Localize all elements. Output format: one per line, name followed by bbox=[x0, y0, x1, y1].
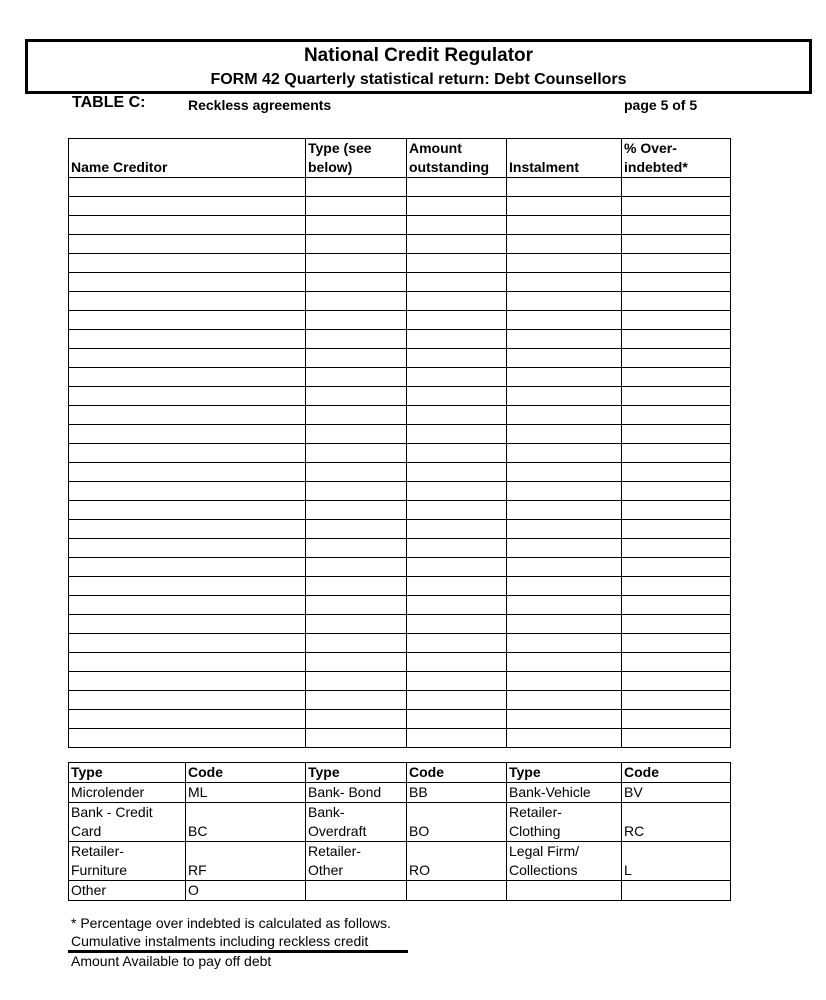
type-cell[interactable] bbox=[306, 235, 407, 254]
type-cell[interactable] bbox=[306, 634, 407, 653]
type-cell: Retailer- Furniture bbox=[69, 842, 186, 881]
name-creditor-cell[interactable] bbox=[69, 501, 306, 520]
type-cell: Other bbox=[69, 881, 186, 901]
instalment-cell[interactable] bbox=[507, 691, 622, 710]
amount-outstanding-cell[interactable] bbox=[407, 273, 507, 292]
over-indebted-cell[interactable] bbox=[622, 482, 731, 501]
name-creditor-cell[interactable] bbox=[69, 710, 306, 729]
instalment-cell[interactable] bbox=[507, 197, 622, 216]
type-cell[interactable] bbox=[306, 672, 407, 691]
column-header-instalment: Instalment bbox=[507, 139, 622, 178]
over-indebted-cell[interactable] bbox=[622, 444, 731, 463]
name-creditor-cell[interactable] bbox=[69, 387, 306, 406]
name-creditor-cell[interactable] bbox=[69, 425, 306, 444]
type-cell: Retailer- Clothing bbox=[507, 803, 622, 842]
instalment-cell[interactable] bbox=[507, 615, 622, 634]
over-indebted-cell[interactable] bbox=[622, 672, 731, 691]
name-creditor-cell[interactable] bbox=[69, 672, 306, 691]
amount-outstanding-cell[interactable] bbox=[407, 368, 507, 387]
name-creditor-cell[interactable] bbox=[69, 653, 306, 672]
footnote-numerator: Cumulative instalments including reckless credit bbox=[71, 933, 369, 949]
name-creditor-cell[interactable] bbox=[69, 311, 306, 330]
type-cell[interactable] bbox=[306, 596, 407, 615]
entry-row bbox=[69, 330, 731, 349]
over-indebted-cell[interactable] bbox=[622, 691, 731, 710]
type-cell[interactable] bbox=[306, 577, 407, 596]
type-cell: Legal Firm/ Collections bbox=[507, 842, 622, 881]
amount-outstanding-cell[interactable] bbox=[407, 349, 507, 368]
amount-outstanding-cell[interactable] bbox=[407, 463, 507, 482]
page-number: page 5 of 5 bbox=[624, 97, 698, 113]
name-creditor-cell[interactable] bbox=[69, 254, 306, 273]
name-creditor-cell[interactable] bbox=[69, 444, 306, 463]
type-cell[interactable] bbox=[306, 501, 407, 520]
entry-row bbox=[69, 729, 731, 748]
entry-row bbox=[69, 691, 731, 710]
over-indebted-cell[interactable] bbox=[622, 539, 731, 558]
table-label: TABLE C: bbox=[72, 94, 146, 111]
over-indebted-cell[interactable] bbox=[622, 653, 731, 672]
type-cell[interactable] bbox=[306, 444, 407, 463]
instalment-cell[interactable] bbox=[507, 216, 622, 235]
instalment-cell[interactable] bbox=[507, 463, 622, 482]
amount-outstanding-cell[interactable] bbox=[407, 501, 507, 520]
name-creditor-cell[interactable] bbox=[69, 406, 306, 425]
type-cell bbox=[507, 881, 622, 901]
instalment-cell[interactable] bbox=[507, 501, 622, 520]
type-cell[interactable] bbox=[306, 729, 407, 748]
code-cell: BC bbox=[186, 803, 306, 842]
instalment-cell[interactable] bbox=[507, 710, 622, 729]
code-cell: L bbox=[622, 842, 731, 881]
code-header: Code bbox=[186, 763, 306, 783]
column-header-amount-outstanding: Amount outstanding bbox=[407, 139, 507, 178]
header-subtitle: FORM 42 Quarterly statistical return: Debt Counsellors bbox=[210, 71, 627, 88]
over-indebted-cell[interactable] bbox=[622, 463, 731, 482]
amount-outstanding-cell[interactable] bbox=[407, 577, 507, 596]
entry-row bbox=[69, 710, 731, 729]
code-cell: O bbox=[186, 881, 306, 901]
over-indebted-cell[interactable] bbox=[622, 254, 731, 273]
type-cell: Bank - Credit Card bbox=[69, 803, 186, 842]
footnote-denominator: Amount Available to pay off debt bbox=[71, 953, 272, 969]
type-cell[interactable] bbox=[306, 406, 407, 425]
type-cell[interactable] bbox=[306, 216, 407, 235]
over-indebted-cell[interactable] bbox=[622, 577, 731, 596]
entry-row bbox=[69, 425, 731, 444]
amount-outstanding-cell[interactable] bbox=[407, 311, 507, 330]
name-creditor-cell[interactable] bbox=[69, 596, 306, 615]
instalment-cell[interactable] bbox=[507, 178, 622, 197]
code-cell: ML bbox=[186, 783, 306, 803]
entry-row bbox=[69, 653, 731, 672]
over-indebted-cell[interactable] bbox=[622, 349, 731, 368]
type-cell bbox=[306, 881, 407, 901]
over-indebted-cell[interactable] bbox=[622, 197, 731, 216]
entry-row bbox=[69, 482, 731, 501]
amount-outstanding-cell[interactable] bbox=[407, 558, 507, 577]
entry-row bbox=[69, 216, 731, 235]
type-table-row bbox=[69, 842, 731, 881]
name-creditor-cell[interactable] bbox=[69, 330, 306, 349]
instalment-cell[interactable] bbox=[507, 349, 622, 368]
over-indebted-cell[interactable] bbox=[622, 178, 731, 197]
type-table-row bbox=[69, 803, 731, 842]
instalment-cell[interactable] bbox=[507, 387, 622, 406]
amount-outstanding-cell[interactable] bbox=[407, 634, 507, 653]
name-creditor-cell[interactable] bbox=[69, 520, 306, 539]
instalment-cell[interactable] bbox=[507, 596, 622, 615]
name-creditor-cell[interactable] bbox=[69, 235, 306, 254]
amount-outstanding-cell[interactable] bbox=[407, 216, 507, 235]
entry-row bbox=[69, 558, 731, 577]
table-name: Reckless agreements bbox=[188, 97, 332, 113]
entry-row bbox=[69, 463, 731, 482]
type-cell: Retailer- Other bbox=[306, 842, 407, 881]
amount-outstanding-cell[interactable] bbox=[407, 653, 507, 672]
amount-outstanding-cell[interactable] bbox=[407, 520, 507, 539]
type-table-row bbox=[69, 881, 731, 901]
amount-outstanding-cell[interactable] bbox=[407, 254, 507, 273]
reckless-agreements-table bbox=[68, 138, 731, 748]
type-cell[interactable] bbox=[306, 311, 407, 330]
footnote-text: * Percentage over indebted is calculated as follows. bbox=[71, 915, 391, 931]
code-header: Code bbox=[622, 763, 731, 783]
over-indebted-cell[interactable] bbox=[622, 387, 731, 406]
amount-outstanding-cell[interactable] bbox=[407, 178, 507, 197]
type-cell[interactable] bbox=[306, 387, 407, 406]
type-header: Type bbox=[306, 763, 407, 783]
name-creditor-cell[interactable] bbox=[69, 634, 306, 653]
name-creditor-cell[interactable] bbox=[69, 463, 306, 482]
over-indebted-cell[interactable] bbox=[622, 425, 731, 444]
type-table-row bbox=[69, 783, 731, 803]
code-cell: RC bbox=[622, 803, 731, 842]
entry-row bbox=[69, 368, 731, 387]
instalment-cell[interactable] bbox=[507, 634, 622, 653]
amount-outstanding-cell[interactable] bbox=[407, 235, 507, 254]
name-creditor-cell[interactable] bbox=[69, 368, 306, 387]
code-cell: BO bbox=[407, 803, 507, 842]
amount-outstanding-cell[interactable] bbox=[407, 615, 507, 634]
header-title: National Credit Regulator bbox=[303, 45, 534, 66]
type-cell[interactable] bbox=[306, 482, 407, 501]
type-cell[interactable] bbox=[306, 254, 407, 273]
name-creditor-cell[interactable] bbox=[69, 691, 306, 710]
type-header: Type bbox=[507, 763, 622, 783]
instalment-cell[interactable] bbox=[507, 520, 622, 539]
name-creditor-cell[interactable] bbox=[69, 178, 306, 197]
instalment-cell[interactable] bbox=[507, 482, 622, 501]
amount-outstanding-cell[interactable] bbox=[407, 672, 507, 691]
name-creditor-cell[interactable] bbox=[69, 729, 306, 748]
type-cell[interactable] bbox=[306, 178, 407, 197]
instalment-cell[interactable] bbox=[507, 425, 622, 444]
entry-row bbox=[69, 197, 731, 216]
over-indebted-cell[interactable] bbox=[622, 311, 731, 330]
over-indebted-cell[interactable] bbox=[622, 634, 731, 653]
over-indebted-cell[interactable] bbox=[622, 520, 731, 539]
entry-row bbox=[69, 254, 731, 273]
amount-outstanding-cell[interactable] bbox=[407, 387, 507, 406]
entry-row bbox=[69, 577, 731, 596]
type-cell[interactable] bbox=[306, 558, 407, 577]
code-cell bbox=[407, 881, 507, 901]
entry-row bbox=[69, 634, 731, 653]
instalment-cell[interactable] bbox=[507, 406, 622, 425]
instalment-cell[interactable] bbox=[507, 653, 622, 672]
table-body bbox=[69, 178, 731, 748]
instalment-cell[interactable] bbox=[507, 254, 622, 273]
form-header bbox=[25, 39, 812, 94]
type-cell[interactable] bbox=[306, 292, 407, 311]
amount-outstanding-cell[interactable] bbox=[407, 406, 507, 425]
entry-row bbox=[69, 235, 731, 254]
name-creditor-cell[interactable] bbox=[69, 482, 306, 501]
type-cell: Bank- Bond bbox=[306, 783, 407, 803]
amount-outstanding-cell[interactable] bbox=[407, 691, 507, 710]
type-cell[interactable] bbox=[306, 425, 407, 444]
instalment-cell[interactable] bbox=[507, 311, 622, 330]
instalment-cell[interactable] bbox=[507, 273, 622, 292]
over-indebted-cell[interactable] bbox=[622, 558, 731, 577]
over-indebted-cell[interactable] bbox=[622, 501, 731, 520]
instalment-cell[interactable] bbox=[507, 235, 622, 254]
type-cell: Bank-Vehicle bbox=[507, 783, 622, 803]
amount-outstanding-cell[interactable] bbox=[407, 596, 507, 615]
entry-row bbox=[69, 178, 731, 197]
instalment-cell[interactable] bbox=[507, 672, 622, 691]
over-indebted-cell[interactable] bbox=[622, 292, 731, 311]
over-indebted-cell[interactable] bbox=[622, 729, 731, 748]
over-indebted-cell[interactable] bbox=[622, 330, 731, 349]
type-cell[interactable] bbox=[306, 273, 407, 292]
instalment-cell[interactable] bbox=[507, 444, 622, 463]
type-code-table bbox=[68, 762, 731, 901]
entry-row bbox=[69, 292, 731, 311]
type-cell[interactable] bbox=[306, 463, 407, 482]
instalment-cell[interactable] bbox=[507, 729, 622, 748]
type-cell[interactable] bbox=[306, 330, 407, 349]
type-cell[interactable] bbox=[306, 520, 407, 539]
type-cell[interactable] bbox=[306, 197, 407, 216]
name-creditor-cell[interactable] bbox=[69, 558, 306, 577]
type-cell[interactable] bbox=[306, 368, 407, 387]
type-cell[interactable] bbox=[306, 539, 407, 558]
type-table-header-row bbox=[69, 763, 731, 783]
column-header-type: Type (see below) bbox=[306, 139, 407, 178]
type-cell[interactable] bbox=[306, 653, 407, 672]
table-header-row bbox=[69, 139, 731, 178]
entry-row bbox=[69, 349, 731, 368]
type-cell[interactable] bbox=[306, 349, 407, 368]
code-cell: RF bbox=[186, 842, 306, 881]
code-cell: BV bbox=[622, 783, 731, 803]
over-indebted-cell[interactable] bbox=[622, 273, 731, 292]
over-indebted-cell[interactable] bbox=[622, 216, 731, 235]
amount-outstanding-cell[interactable] bbox=[407, 539, 507, 558]
instalment-cell[interactable] bbox=[507, 330, 622, 349]
amount-outstanding-cell[interactable] bbox=[407, 197, 507, 216]
entry-row bbox=[69, 387, 731, 406]
code-header: Code bbox=[407, 763, 507, 783]
amount-outstanding-cell[interactable] bbox=[407, 425, 507, 444]
amount-outstanding-cell[interactable] bbox=[407, 482, 507, 501]
entry-row bbox=[69, 539, 731, 558]
entry-row bbox=[69, 615, 731, 634]
type-cell[interactable] bbox=[306, 615, 407, 634]
over-indebted-cell[interactable] bbox=[622, 368, 731, 387]
over-indebted-cell[interactable] bbox=[622, 596, 731, 615]
instalment-cell[interactable] bbox=[507, 292, 622, 311]
over-indebted-cell[interactable] bbox=[622, 406, 731, 425]
name-creditor-cell[interactable] bbox=[69, 539, 306, 558]
name-creditor-cell[interactable] bbox=[69, 349, 306, 368]
type-cell[interactable] bbox=[306, 691, 407, 710]
type-cell: Microlender bbox=[69, 783, 186, 803]
amount-outstanding-cell[interactable] bbox=[407, 330, 507, 349]
instalment-cell[interactable] bbox=[507, 577, 622, 596]
entry-row bbox=[69, 672, 731, 691]
amount-outstanding-cell[interactable] bbox=[407, 729, 507, 748]
code-cell: BB bbox=[407, 783, 507, 803]
name-creditor-cell[interactable] bbox=[69, 577, 306, 596]
type-header: Type bbox=[69, 763, 186, 783]
entry-row bbox=[69, 596, 731, 615]
instalment-cell[interactable] bbox=[507, 368, 622, 387]
entry-row bbox=[69, 501, 731, 520]
amount-outstanding-cell[interactable] bbox=[407, 444, 507, 463]
entry-row bbox=[69, 444, 731, 463]
entry-row bbox=[69, 406, 731, 425]
entry-row bbox=[69, 311, 731, 330]
name-creditor-cell[interactable] bbox=[69, 216, 306, 235]
type-cell[interactable] bbox=[306, 710, 407, 729]
entry-row bbox=[69, 273, 731, 292]
instalment-cell[interactable] bbox=[507, 558, 622, 577]
amount-outstanding-cell[interactable] bbox=[407, 710, 507, 729]
over-indebted-cell[interactable] bbox=[622, 615, 731, 634]
name-creditor-cell[interactable] bbox=[69, 615, 306, 634]
over-indebted-cell[interactable] bbox=[622, 710, 731, 729]
instalment-cell[interactable] bbox=[507, 539, 622, 558]
column-header-name-creditor: Name Creditor bbox=[69, 139, 306, 178]
over-indebted-cell[interactable] bbox=[622, 235, 731, 254]
amount-outstanding-cell[interactable] bbox=[407, 292, 507, 311]
name-creditor-cell[interactable] bbox=[69, 197, 306, 216]
code-cell bbox=[622, 881, 731, 901]
type-cell: Bank- Overdraft bbox=[306, 803, 407, 842]
code-cell: RO bbox=[407, 842, 507, 881]
name-creditor-cell[interactable] bbox=[69, 292, 306, 311]
name-creditor-cell[interactable] bbox=[69, 273, 306, 292]
column-header-over-indebted: % Over- indebted* bbox=[622, 139, 731, 178]
entry-row bbox=[69, 520, 731, 539]
